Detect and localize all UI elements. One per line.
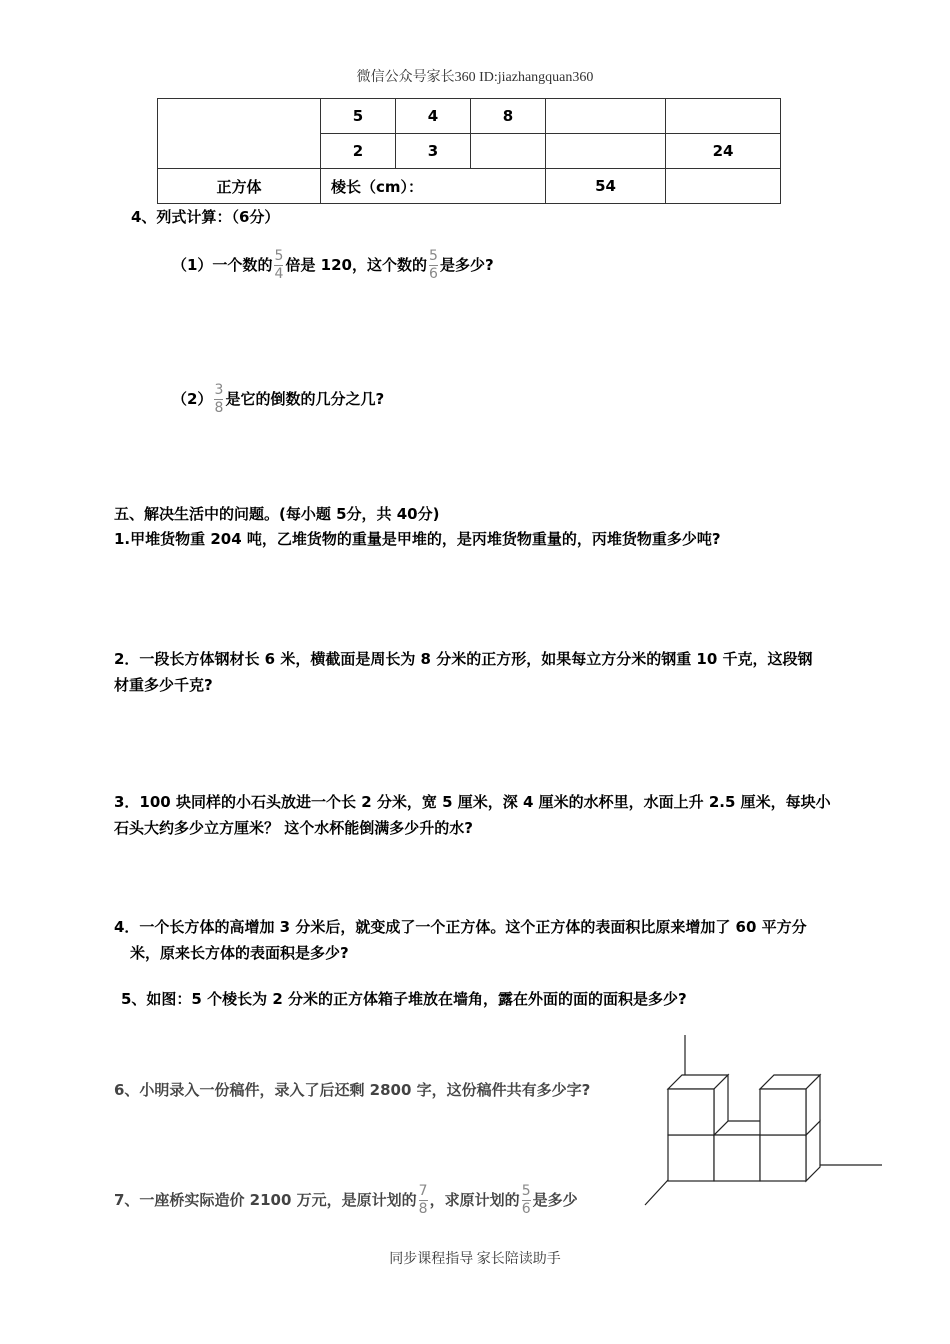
cube-front-face <box>668 1135 714 1181</box>
problem-4-line1: 4．一个长方体的高增加 3 分米后，就变成了一个正方体。这个正方体的表面积比原来增加了 60 平方分 <box>114 918 807 936</box>
question-text: （1）一个数的 <box>172 256 273 274</box>
table-cell: 8 <box>471 99 546 134</box>
calc-question-1 <box>172 248 494 283</box>
problem-5: 5、如图：5 个棱长为 2 分米的正方体箱子堆放在墙角，露在外面的面的面积是多少? <box>121 990 687 1008</box>
cuboid-cube-table <box>157 98 781 204</box>
table-cell <box>666 169 781 204</box>
question-text: 倍是 120，这个数的 <box>285 256 427 274</box>
cube-row-label: 正方体 <box>158 169 321 204</box>
fraction: $\frac{5}{6}$ <box>521 1183 531 1217</box>
table-blank-header <box>158 99 321 169</box>
fraction: $\frac{7}{8}$ <box>418 1183 428 1217</box>
problem-3-line2: 石头大约多少立方厘米？ 这个水杯能倒满多少升的水? <box>114 819 473 837</box>
floor-depth-line <box>645 1180 668 1205</box>
cube-front-face <box>714 1135 760 1181</box>
table-cell: 3 <box>396 134 471 169</box>
section4-title: 4、列式计算：（6分） <box>131 208 280 226</box>
cube-edge-value: 54 <box>546 169 666 204</box>
section5-title: 五、解决生活中的问题。(每小题 5分，共 40分) <box>114 505 440 523</box>
table-cell <box>471 134 546 169</box>
cube-edge-label: 棱长（cm）： <box>321 169 546 204</box>
page-header: 微信公众号家长360 ID:jiazhangquan360 <box>356 70 594 85</box>
cube-front-face <box>760 1089 806 1135</box>
question-text: 7、一座桥实际造价 2100 万元，是原计划的 <box>114 1191 417 1209</box>
table-cell: 5 <box>321 99 396 134</box>
fraction: $\frac{3}{8}$ <box>214 382 224 416</box>
fraction: $\frac{5}{6}$ <box>429 248 438 282</box>
fraction: $\frac{5}{4}$ <box>274 248 284 282</box>
problem-7 <box>114 1183 578 1218</box>
problem-2-line2: 材重多少千克? <box>114 676 213 694</box>
question-text: ，求原计划的 <box>429 1191 520 1209</box>
table-cell: 2 <box>321 134 396 169</box>
table-cell: 4 <box>396 99 471 134</box>
stacked-cubes-figure <box>640 1030 890 1215</box>
table-cell: 24 <box>666 134 781 169</box>
problem-3-line1: 3．100 块同样的小石头放进一个长 2 分米，宽 5 厘米，深 4 厘米的水杯里，水面上升 2.5 厘米，每块小 <box>114 793 831 811</box>
problem-2-line1: 2．一段长方体钢材长 6 米，横截面是周长为 8 分米的正方形，如果每立方分米的钢重 10 千克，这段钢 <box>114 650 813 668</box>
table-cell <box>546 134 666 169</box>
calc-question-2 <box>172 382 384 417</box>
page-footer: 同步课程指导 家长陪读助手 <box>389 1252 561 1267</box>
question-text: （2） <box>172 390 213 408</box>
problem-6: 6、小明录入一份稿件，录入了后还剩 2800 字，这份稿件共有多少字? <box>114 1081 591 1099</box>
cube-front-face <box>760 1135 806 1181</box>
problem-1: 1.甲堆货物重 204 吨，乙堆货物的重量是甲堆的，是丙堆货物重量的，丙堆货物重多少吨? <box>114 530 721 548</box>
question-text: 是它的倒数的几分之几? <box>225 390 385 408</box>
cube-front-face <box>668 1089 714 1135</box>
table-cell <box>666 99 781 134</box>
table-cell <box>546 99 666 134</box>
question-text: 是多少? <box>440 256 494 274</box>
question-text: 是多少 <box>532 1191 578 1209</box>
problem-4-line2: 米，原来长方体的表面积是多少? <box>130 944 349 962</box>
